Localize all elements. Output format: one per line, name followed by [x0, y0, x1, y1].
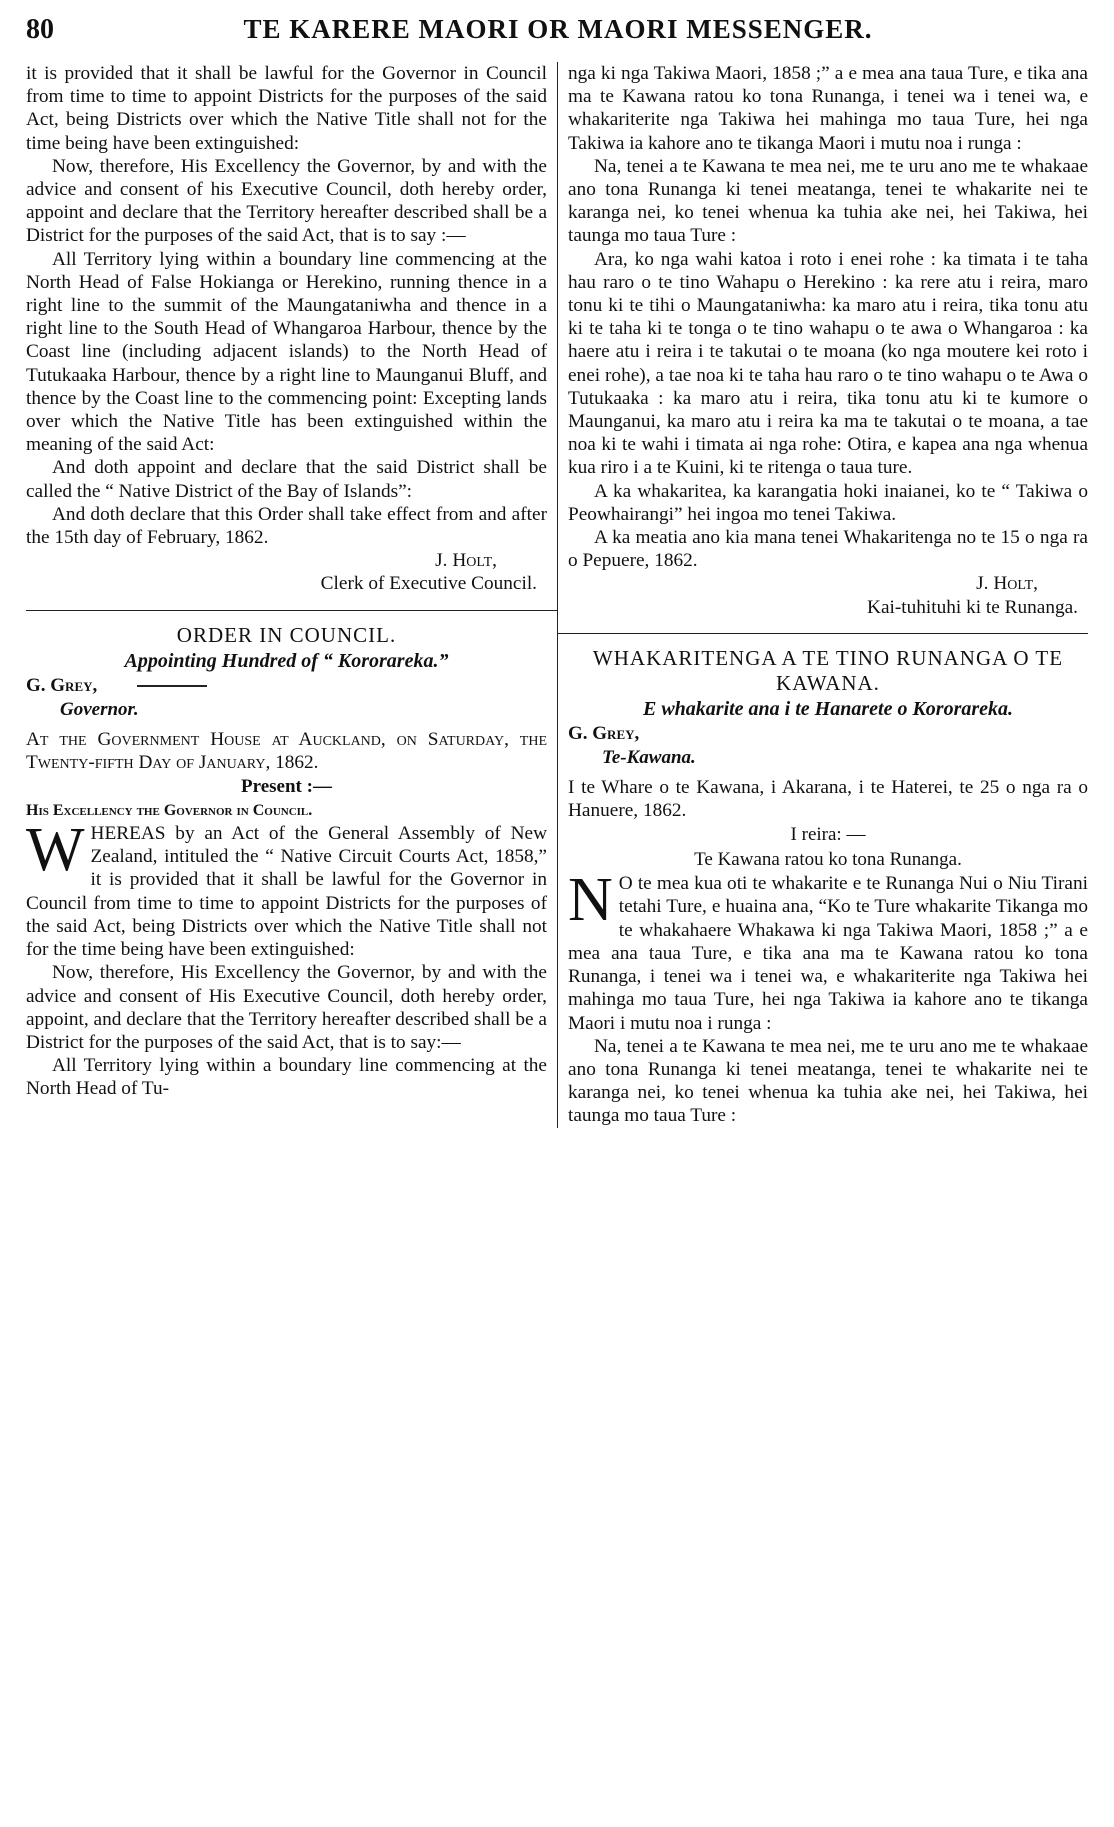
page-header — [26, 14, 1090, 60]
order-subheading: Appointing Hundred of “ Kororareka.” — [124, 649, 449, 672]
paragraph: All Territory lying within a boundary line commencing at the North Head of False Hokianga or Herekino, running thence in a right line to the summit of the Maungataniwha and thence in a right line to the South Head of Whangaroa Harbour, thence by the Coast line (including adjacent islands) to the North Head of Tutukaaka Harbour, thence by a right line to Maunganui Bluff, and thence by the Coast line to the commencing point: Excepting lands over which the Native Title has been extinguished within the meaning of the said Act: — [26, 248, 547, 456]
paragraph: A ka whakaritea, ka karangatia hoki inaianei, ko te “ Takiwa o Peowhairangi” hei ingoa mo tenei Takiwa. — [568, 480, 1088, 525]
signature-name: J. Holt, — [976, 573, 1038, 595]
paragraph: nga ki nga Takiwa Maori, 1858 ;” a e mea ana taua Ture, e tika ana ma te Kawana ratou ko tona Runanga, i tenei wa i tenei wa, e whakariterite nga Takiwa hei mahinga mo taua Ture, hei nga Takiwa ia kahore ano te tikanga Maori i mutu noa i runga : — [568, 63, 1088, 154]
signature-block — [26, 549, 547, 595]
english-column — [26, 62, 557, 1128]
maori-column — [557, 62, 1088, 1128]
place-line: At the Government House at Auckland, on Saturday, the Twenty-fifth Day of January, 1862. — [26, 728, 547, 773]
governor-name: G. Grey, — [26, 674, 98, 696]
section-divider — [26, 610, 557, 611]
running-title: TE KARERE MAORI OR MAORI MESSENGER. — [243, 14, 873, 44]
dash-rule — [137, 685, 207, 687]
in-council-line: Te Kawana ratou ko tona Runanga. — [694, 849, 962, 871]
signature-block — [568, 572, 1088, 618]
whereas-text: O te mea kua oti te whakarite e te Runanga Nui o Niu Tirani tetahi Ture, e huaina ana, “Ko te Ture whakarite Tikanga mo te whakahaere Whakawa ki nga Takiwa Maori, 1858 ;” a e mea ana taua Ture, e tika ana ma te Kawana ratou ko tona Runanga, i tenei wa i tenei wa, e whakariterite nga Takiwa hei mahinga mo taua Ture, hei nga Takiwa ia kahore ano te tikanga Maori i mutu noa i runga : — [568, 873, 1088, 1034]
drop-cap: N — [568, 866, 613, 935]
in-council-line: His Excellency the Governor in Council. — [26, 802, 313, 820]
paragraph: Ara, ko nga wahi katoa i roto i enei rohe : ka timata i te taha hau raro o te tino Wahapu o Herekino : ka rere atu i reira, maro tonu ki te tihi o Maungataniwha: ka maro atu i reira, tika tonu atu ki te taha ki te tonga o te tino wahapu o te awa o Whangaroa : ka haere atu i reira i te takutai o te moana (ko nga moutere kei roto i enei rohe), a tae noa ki te taha hau raro o te tino wahapu o te Awa o Tutukaaka : ka maro atu i reira, tika tonu atu ki te kumore o Maunganui, ka maro atu i reira ka ma te takutai o te moana, a tae noa ki te wahi i timata ai nga rohe: Otira, e kapea ana nga whenua kua riro i a te Kuini, ki te ritenga o taua ture. — [568, 248, 1088, 479]
paragraph: And doth appoint and declare that the said District shall be called the “ Native District of the Bay of Islands”: — [26, 457, 547, 502]
paragraph: Now, therefore, His Excellency the Governor, by and with the advice and consent of his Executive Council, doth hereby order, appoint and declare that the Territory hereafter described shall be a District for the purposes of the said Act, that is to say :— — [26, 155, 547, 247]
paragraph: Na, tenei a te Kawana te mea nei, me te uru ano me te whakaae ano tona Runanga ki tenei meatanga, tenei te whakarite nei te karanga nei, ko tenei whenua ka tuhia ake nei, hei Takiwa, hei taunga mo taua Ture : — [568, 155, 1088, 247]
section-divider — [558, 633, 1088, 634]
order-subheading: E whakarite ana i te Hanarete o Kororareka. — [642, 697, 1014, 720]
present-line: I reira: — — [790, 824, 866, 846]
governor-name: G. Grey, — [568, 722, 640, 744]
page-number: 80 — [26, 14, 54, 45]
paragraph: All Territory lying within a boundary line commencing at the North Head of Tu- — [26, 1055, 547, 1100]
two-column-body — [26, 62, 1090, 1128]
signature-office: Clerk of Executive Council. — [320, 573, 537, 595]
governor-title: Te-Kawana. — [602, 746, 696, 768]
governor-block — [26, 674, 547, 722]
signature-office: Kai-tuhituhi ki te Runanga. — [867, 596, 1078, 618]
whereas-paragraph — [26, 816, 547, 961]
governor-block — [568, 722, 1088, 770]
order-heading: WHAKARITENGA A TE TINO RUNANGA O TE KAWANA. — [592, 645, 1064, 695]
order-heading: ORDER IN COUNCIL. — [176, 622, 397, 647]
paragraph: Na, tenei a te Kawana te mea nei, me te uru ano me te whakaae ano tona Runanga ki tenei meatanga, tenei te whakarite nei te karanga nei, ko tenei whenua ka tuhia ake nei, hei Takiwa, hei taunga mo taua Ture : — [568, 1035, 1088, 1127]
paragraph: it is provided that it shall be lawful for the Governor in Council from time to time to appoint Districts for the purposes of the said Act, being Districts over which the Native Title shall not for the time being have been extinguished: — [26, 63, 547, 154]
whereas-text: HEREAS by an Act of the General Assembly of New Zealand, intituled the “ Native Circuit Courts Act, 1858,” it is provided that it shall be lawful for the Governor in Council from time to time to appoint Districts for the purposes of the said Act, being Districts over which the Native Title shall not for the time being have been extinguished: — [26, 823, 547, 961]
place-line: I te Whare o te Kawana, i Akarana, i te Haterei, te 25 o nga ra o Hanuere, 1862. — [568, 776, 1088, 822]
paragraph: And doth declare that this Order shall take effect from and after the 15th day of February, 1862. — [26, 503, 547, 549]
paragraph: A ka meatia ano kia mana tenei Whakaritenga no te 15 o nga ra o Pepuere, 1862. — [568, 527, 1088, 572]
paragraph: Now, therefore, His Excellency the Governor, by and with the advice and consent of His Executive Council, doth hereby order, appoint, and declare that the Territory hereafter described shall be a District for the purposes of the said Act, that is to say:— — [26, 962, 547, 1053]
signature-name: J. Holt, — [435, 550, 497, 572]
whereas-paragraph — [568, 866, 1088, 1034]
drop-cap: W — [26, 816, 85, 885]
governor-title: Governor. — [60, 698, 139, 720]
present-line: Present :— — [241, 776, 332, 798]
